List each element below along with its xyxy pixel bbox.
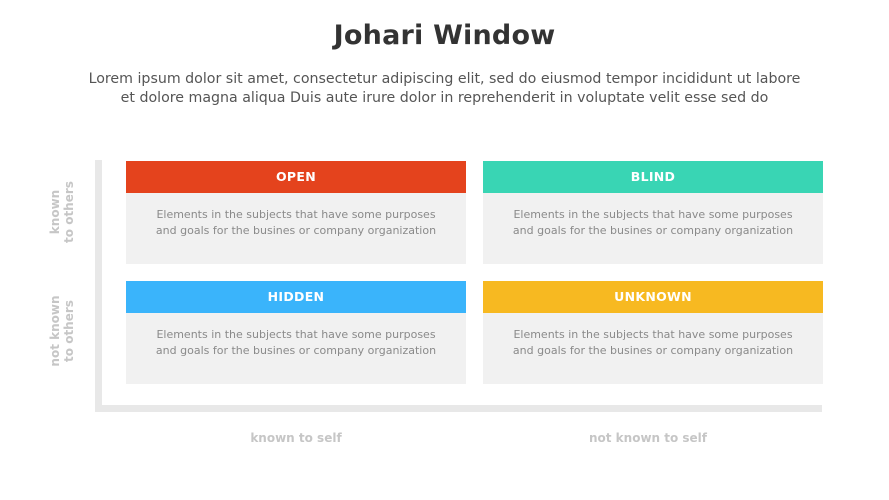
quadrant-header: BLIND — [483, 161, 823, 193]
description-line-2: and goals for the busines or company organization — [155, 224, 437, 237]
description-line-1: Elements in the subjects that have some purposes — [156, 328, 436, 341]
quadrant-header: UNKNOWN — [483, 281, 823, 313]
quadrant-header: HIDDEN — [126, 281, 466, 313]
y-label-not-known-to-others — [48, 271, 76, 391]
description-line-2: and goals for the busines or company organization — [512, 344, 794, 357]
description-line-1: Elements in the subjects that have some purposes — [513, 208, 793, 221]
description-line-1: Elements in the subjects that have some purposes — [513, 328, 793, 341]
quadrant-blind — [483, 161, 823, 264]
x-label-known-to-self: known to self — [250, 431, 342, 445]
y-label-line-1: known — [48, 189, 62, 235]
subtitle-line-2: et dolore magna aliqua Duis aute irure dolor in reprehenderit in voluptate velit esse sed do — [120, 90, 769, 106]
description-line-2: and goals for the busines or company organization — [155, 344, 437, 357]
quadrant-open — [126, 161, 466, 264]
page-title: Johari Window — [333, 20, 556, 51]
y-label-line-2: to others — [62, 300, 76, 362]
quadrant-description — [483, 313, 823, 359]
quadrant-hidden — [126, 281, 466, 384]
y-label-known-to-others — [48, 152, 76, 272]
description-line-2: and goals for the busines or company organization — [512, 224, 794, 237]
vertical-axis — [95, 160, 102, 412]
page-subtitle — [40, 70, 849, 108]
quadrant-header: OPEN — [126, 161, 466, 193]
x-label-not-known-to-self: not known to self — [588, 431, 708, 445]
y-label-line-2: to others — [62, 181, 76, 243]
quadrant-description — [126, 313, 466, 359]
quadrant-unknown — [483, 281, 823, 384]
quadrant-description — [483, 193, 823, 239]
description-line-1: Elements in the subjects that have some purposes — [156, 208, 436, 221]
horizontal-axis — [95, 405, 822, 412]
quadrant-description — [126, 193, 466, 239]
y-label-line-1: not known — [48, 295, 62, 367]
subtitle-line-1: Lorem ipsum dolor sit amet, consectetur adipiscing elit, sed do eiusmod tempor incididunt ut labore — [88, 71, 801, 87]
